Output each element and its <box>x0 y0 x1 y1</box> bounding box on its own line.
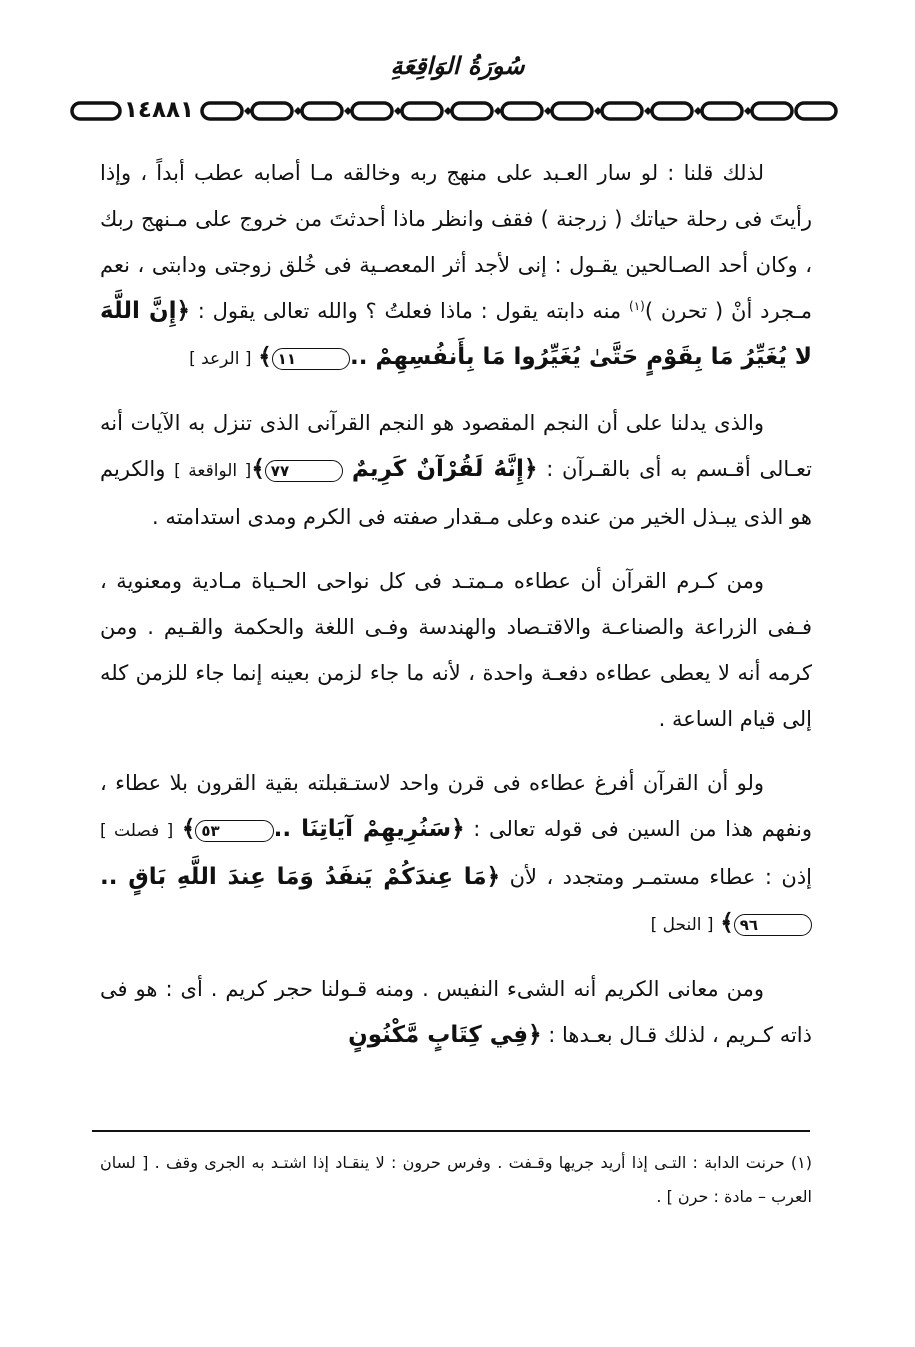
quran-verse: ﴿إِنَّ اللَّهَ لا يُغَيِّرُ مَا بِقَوْمٍ حَتَّىٰ يُغَيِّرُوا مَا بِأَنفُسِهِمْ .. <box>100 298 812 370</box>
quran-verse: ﴿إِنَّهُ لَقُرْآنٌ كَرِيمٌ <box>351 456 538 482</box>
verse-number: ٩٦ <box>734 914 812 936</box>
verse-number: ١١ <box>272 348 350 370</box>
verse-number: ٥٣ <box>195 820 273 842</box>
verse-number: ٧٧ <box>265 460 343 482</box>
paragraph-text: والذى يدلنا على أن النجم المقصود هو النجم القرآنى الذى تنزل به الآيات أنه تعـالى أقـسم به أى بالقـرآن : <box>100 411 812 481</box>
paragraph-text: منه دابته يقول : ماذا فعلتُ ؟ والله تعالى يقول : <box>197 299 622 323</box>
verse-close-bracket: ﴾ <box>258 344 272 370</box>
surah-reference: [ فصلت ] <box>100 821 174 841</box>
quran-verse: ﴿مَا عِندَكُمْ يَنفَدُ وَمَا عِندَ اللَّهِ بَاقٍ .. <box>100 864 501 890</box>
paragraph-text: ومن معانى الكريم أنه الشىء النفيس . ومنه قـولنا حجر كريم . أى : هو فى ذاته كـريم ، لذلك قـال بعـدها : <box>100 977 812 1047</box>
paragraph-4 <box>100 760 812 948</box>
paragraph-text: ومن كـرم القرآن أن عطاءه مـمتـد فى كل نواحى الحـياة مـادية ومعنوية ، فـفى الزراعة والصناعـة والاقتـصاد والهندسة وفـى اللغة والحكمة والقـيم . ومن كرمه أنه لا يعطى عطاءه دفعـة واحدة ، لأنه ما جاء لزمن بعينه إنما جاء للزمن كله إلى قيام الساعة . <box>100 569 812 731</box>
footnote-marker: (١) <box>629 299 645 313</box>
main-text <box>100 150 812 1076</box>
paragraph-text: لذلك قلنا : لو سار العـبد على منهج ربه وخالقه مـا أصابه عطب أبداً ، وإذا رأيتَ فى رحلة حياتك ( زرجنة ) فقف وانظر ماذا أحدثتَ من خروج على مـنهج ربك ، وكان أحد الصـالحين يقـول : إنى لأجد أثر المعصـية فى خُلق زوجتى ودابتى ، نعم مـجرد أنْ ( تحرن ) <box>100 161 812 323</box>
paragraph-1 <box>100 150 812 382</box>
paragraph-text: والكريم هو الذى يبـذل الخير من عنده وعلى مـقدار صفته فى الكرم ومدى استدامته . <box>100 457 812 529</box>
surah-reference: [ الواقعة ] <box>174 461 252 481</box>
footnote-separator <box>92 1130 810 1132</box>
paragraph-text: ولو أن القرآن أفرغ عطاءه فى قرن واحد لاستـقبلته بقية القرون بلا عطاء ، ونفهم هذا من السين فى قوله تعالى : <box>100 771 812 841</box>
quran-verse: ﴿فِي كِتَابٍ مَّكْنُونٍ <box>348 1022 542 1048</box>
quran-verse: ﴿سَنُرِيهِمْ آيَاتِنَا .. <box>273 816 465 842</box>
surah-reference: [ الرعد ] <box>189 349 252 369</box>
paragraph-5 <box>100 966 812 1058</box>
verse-close-bracket: ﴾ <box>251 456 265 482</box>
footnote: (١) حرنت الدابة : التـى إذا أريد جريها وقـفت . وفرس حرون : لا ينقـاد إذا اشتـد به الجرى وقف . [ لسان العرب – مادة : حرن ] . <box>100 1153 812 1206</box>
surah-reference: [ النحل ] <box>650 915 714 935</box>
paragraph-3 <box>100 558 812 742</box>
paragraph-text: إذن : عطاء مستمـر ومتجدد ، لأن <box>509 865 812 889</box>
verse-close-bracket: ﴾ <box>720 910 734 936</box>
surah-title: سُورَةُ الوَاقِعَةِ <box>390 52 525 80</box>
paragraph-2 <box>100 400 812 540</box>
verse-close-bracket: ﴾ <box>181 816 196 842</box>
page-number: ١٤٨٨١ <box>122 94 196 126</box>
